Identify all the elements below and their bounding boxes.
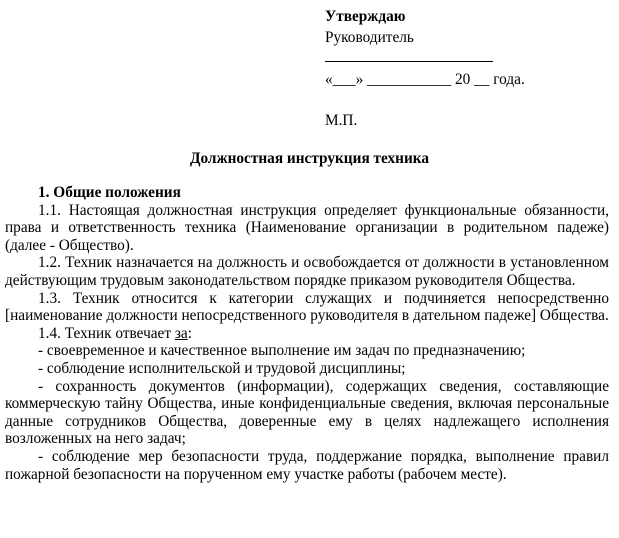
clause-1-3: 1.3. Техник относится к категории служащих и подчиняется непосредственно [наименование должности непосредственного руководителя в дательном падеже] Общества. [5,289,609,325]
signature-line [325,48,493,62]
clause-1-4-underlined: за [174,324,188,342]
stamp-place-label: М.П. [325,112,358,129]
clause-1-2: 1.2. Техник назначается на должность и освобождается от должности в установленном действующим трудовым законодательством порядке приказом руководителя Общества. [5,254,609,289]
document-title: Должностная инструкция техника [189,150,430,167]
responsibility-item: - своевременное и качественное выполнение им задач по предназначению; [38,342,526,360]
responsibility-item: - соблюдение исполнительской и трудовой дисциплины; [38,359,406,377]
clause-1-4-suffix: : [187,324,192,342]
clause-1-4-prefix: 1.4. Техник отвечает [38,324,175,342]
responsibility-item: - сохранность документов (информации), содержащих сведения, составляющие коммерческую тайну Общества, иные конфиденциальные сведения, включая персональные данные сотрудников Общества, доверенные ему в целях надлежащего исполнения возложенных на него задач; [5,377,609,448]
section-heading: 1. Общие положения [38,184,181,201]
approve-label: Утверждаю [325,8,406,25]
approval-date-line: «___» ___________ 20 __ года. [325,71,525,88]
approval-block [325,6,615,131]
approver-position: Руководитель [325,29,414,46]
clause-1-1: 1.1. Настоящая должностная инструкция определяет функциональные обязанности, права и ответственность техника (Наименование организации в родительном падеже) (далее - Общество). [5,201,609,254]
document-body [5,184,609,483]
responsibility-item: - соблюдение мер безопасности труда, поддержание порядка, выполнение правил пожарной безопасности на порученном ему участке работы (рабочем месте). [5,447,609,483]
clause-1-4 [5,325,609,343]
